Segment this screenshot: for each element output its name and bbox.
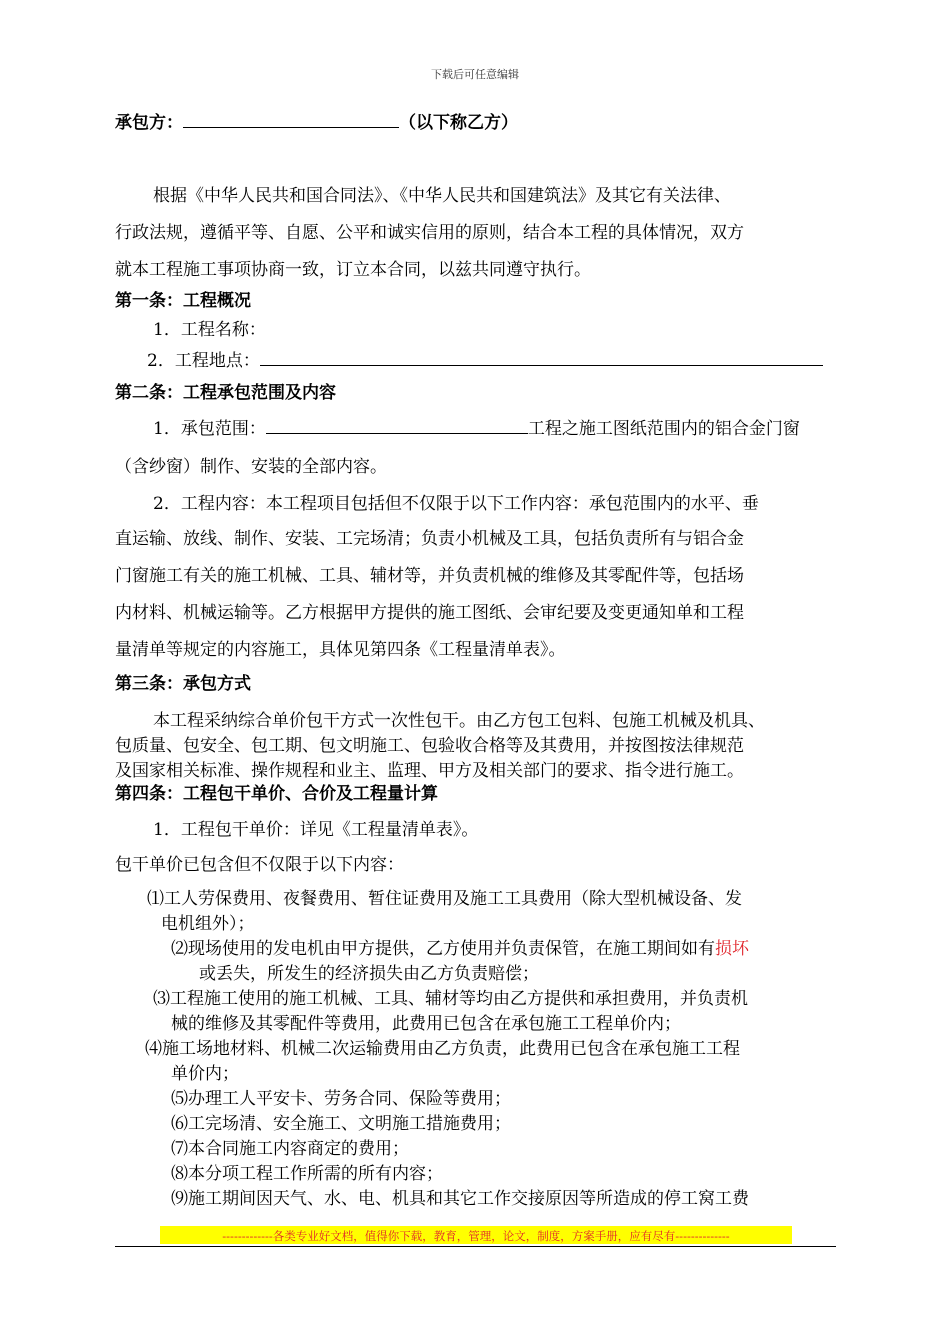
article2-content-1: 2．工程内容：本工程项目包括但不仅限于以下工作内容：承包范围内的水平、垂 — [153, 494, 759, 514]
contractor-line — [115, 108, 518, 133]
highlight-damage: 损坏 — [715, 939, 749, 959]
intro-line-1: 根据《中华人民共和国合同法》、《中华人民共和国建筑法》及其它有关法律、 — [153, 186, 731, 206]
article2-content-5: 量清单等规定的内容施工，具体见第四条《工程量清单表》。 — [115, 640, 566, 660]
article2-title: 第二条：工程承包范围及内容 — [115, 383, 336, 403]
article3-line-2: 包质量、包安全、包工期、包文明施工、包验收合格等及其费用，并按图按法律规范 — [115, 736, 744, 756]
list-item-4a: ⑷施工场地材料、机械二次运输费用由乙方负责，此费用已包含在承包施工工程 — [145, 1039, 740, 1059]
article4-title: 第四条：工程包干单价、合价及工程量计算 — [115, 784, 438, 804]
list-item-2a — [171, 934, 749, 959]
list-item-1b: 电机组外）； — [161, 914, 255, 934]
location-blank — [260, 349, 823, 366]
header-note: 下载后可任意编辑 — [431, 68, 519, 81]
intro-line-2: 行政法规，遵循平等、自愿、公平和诚实信用的原则，结合本工程的具体情况，双方 — [115, 223, 744, 243]
contractor-label: 承包方： — [115, 113, 183, 133]
list-item-2a-text: ⑵现场使用的发电机由甲方提供，乙方使用并负责保管，在施工期间如有 — [171, 939, 715, 959]
article2-content-4: 内材料、机械运输等。乙方根据甲方提供的施工图纸、会审纪要及变更通知单和工程 — [115, 603, 744, 623]
article2-content-2: 直运输、放线、制作、安装、工完场清；负责小机械及工具，包括负责所有与铝合金 — [115, 529, 744, 549]
article2-scope-line2: （含纱窗）制作、安装的全部内容。 — [115, 457, 387, 477]
list-item-9: ⑼施工期间因天气、水、电、机具和其它工作交接原因等所造成的停工窝工费 — [171, 1189, 749, 1209]
article1-item2-label: 2．工程地点： — [147, 351, 260, 371]
article2-scope — [153, 414, 800, 439]
scope-blank — [266, 417, 528, 434]
article1-title: 第一条：工程概况 — [115, 291, 251, 311]
article3-title: 第三条：承包方式 — [115, 674, 251, 694]
list-item-7: ⑺本合同施工内容商定的费用； — [171, 1139, 409, 1159]
list-item-4b: 单价内； — [171, 1064, 239, 1084]
article2-scope-label: 1．承包范围： — [153, 419, 266, 439]
article2-content-3: 门窗施工有关的施工机械、工具、辅材等，并负责机械的维修及其零配件等，包括场 — [115, 566, 744, 586]
article1-item1: 1．工程名称： — [153, 320, 266, 340]
footer-divider — [115, 1246, 836, 1247]
list-item-3a: ⑶工程施工使用的施工机械、工具、辅材等均由乙方提供和承担费用，并负责机 — [153, 989, 748, 1009]
footer-banner: -------------各类专业好文档，值得你下载，教育，管理，论文，制度，方案手册，应有尽有-------------- — [222, 1229, 730, 1243]
contractor-blank — [183, 111, 399, 128]
list-item-8: ⑻本分项工程工作所需的所有内容； — [171, 1164, 443, 1184]
article1-item2 — [147, 346, 823, 371]
article4-item1: 1．工程包干单价：详见《工程量清单表》。 — [153, 820, 479, 840]
article3-line-3: 及国家相关标准、操作规程和业主、监理、甲方及相关部门的要求、指令进行施工。 — [115, 761, 744, 781]
contractor-suffix: （以下称乙方） — [399, 113, 518, 133]
intro-line-3: 就本工程施工事项协商一致，订立本合同，以兹共同遵守执行。 — [115, 260, 591, 280]
article3-line-1: 本工程采纳综合单价包干方式一次性包干。由乙方包工包料、包施工机械及机具、 — [153, 711, 765, 731]
article4-includes: 包干单价已包含但不仅限于以下内容： — [115, 855, 404, 875]
list-item-1a: ⑴工人劳保费用、夜餐费用、暂住证费用及施工工具费用（除大型机械设备、发 — [147, 889, 742, 909]
list-item-5: ⑸办理工人平安卡、劳务合同、保险等费用； — [171, 1089, 511, 1109]
list-item-6: ⑹工完场清、安全施工、文明施工措施费用； — [171, 1114, 511, 1134]
list-item-2b: 或丢失，所发生的经济损失由乙方负责赔偿； — [199, 964, 539, 984]
list-item-3b: 械的维修及其零配件等费用，此费用已包含在承包施工工程单价内； — [171, 1014, 681, 1034]
article2-scope-after: 工程之施工图纸范围内的铝合金门窗 — [527, 419, 800, 439]
